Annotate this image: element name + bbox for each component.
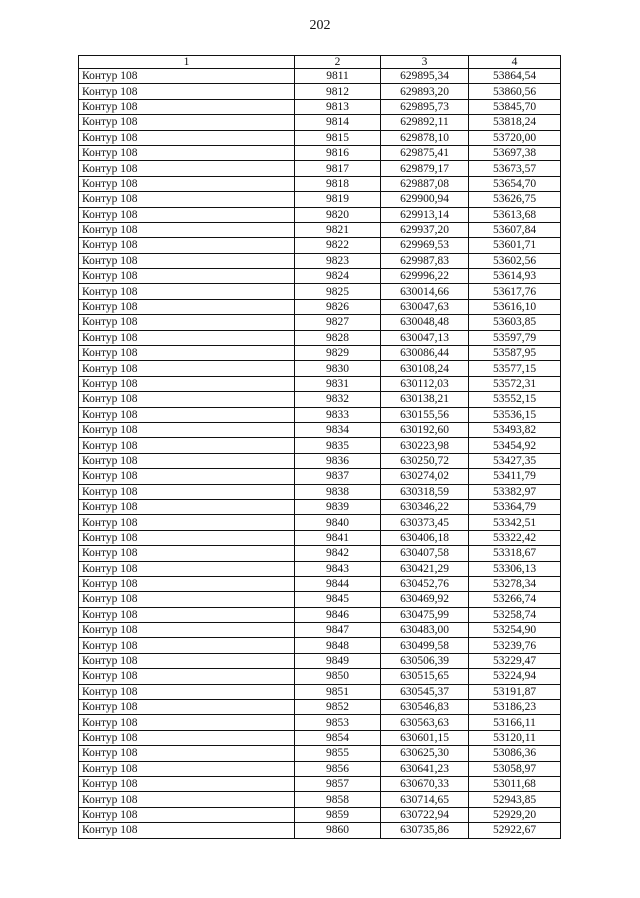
y-coordinate-cell: 53577,15 bbox=[469, 361, 561, 376]
table-row bbox=[79, 684, 561, 699]
x-coordinate-cell: 630112,03 bbox=[381, 376, 469, 391]
x-coordinate-cell: 630625,30 bbox=[381, 746, 469, 761]
table-row bbox=[79, 346, 561, 361]
contour-name-cell: Контур 108 bbox=[79, 576, 295, 591]
point-number-cell: 9844 bbox=[295, 576, 381, 591]
x-coordinate-cell: 629987,83 bbox=[381, 253, 469, 268]
y-coordinate-cell: 53572,31 bbox=[469, 376, 561, 391]
point-number-cell: 9837 bbox=[295, 469, 381, 484]
contour-name-cell: Контур 108 bbox=[79, 746, 295, 761]
table-row bbox=[79, 776, 561, 791]
x-coordinate-cell: 629996,22 bbox=[381, 269, 469, 284]
header-col-3: 3 bbox=[381, 56, 469, 69]
table-row bbox=[79, 653, 561, 668]
table-row bbox=[79, 515, 561, 530]
table-row bbox=[79, 453, 561, 468]
point-number-cell: 9836 bbox=[295, 453, 381, 468]
y-coordinate-cell: 53058,97 bbox=[469, 761, 561, 776]
contour-name-cell: Контур 108 bbox=[79, 638, 295, 653]
x-coordinate-cell: 629969,53 bbox=[381, 238, 469, 253]
table-row bbox=[79, 84, 561, 99]
x-coordinate-cell: 630483,00 bbox=[381, 623, 469, 638]
y-coordinate-cell: 53818,24 bbox=[469, 115, 561, 130]
y-coordinate-cell: 53536,15 bbox=[469, 407, 561, 422]
y-coordinate-cell: 53411,79 bbox=[469, 469, 561, 484]
table-row bbox=[79, 438, 561, 453]
table-row bbox=[79, 792, 561, 807]
x-coordinate-cell: 630346,22 bbox=[381, 499, 469, 514]
point-number-cell: 9845 bbox=[295, 592, 381, 607]
x-coordinate-cell: 629887,08 bbox=[381, 176, 469, 191]
point-number-cell: 9822 bbox=[295, 238, 381, 253]
x-coordinate-cell: 630714,65 bbox=[381, 792, 469, 807]
x-coordinate-cell: 630641,23 bbox=[381, 761, 469, 776]
contour-name-cell: Контур 108 bbox=[79, 700, 295, 715]
y-coordinate-cell: 53602,56 bbox=[469, 253, 561, 268]
point-number-cell: 9825 bbox=[295, 284, 381, 299]
point-number-cell: 9814 bbox=[295, 115, 381, 130]
point-number-cell: 9811 bbox=[295, 69, 381, 84]
contour-name-cell: Контур 108 bbox=[79, 715, 295, 730]
contour-name-cell: Контур 108 bbox=[79, 145, 295, 160]
y-coordinate-cell: 53720,00 bbox=[469, 130, 561, 145]
x-coordinate-cell: 630014,66 bbox=[381, 284, 469, 299]
table-row bbox=[79, 315, 561, 330]
y-coordinate-cell: 53587,95 bbox=[469, 346, 561, 361]
point-number-cell: 9859 bbox=[295, 807, 381, 822]
table-row bbox=[79, 592, 561, 607]
contour-name-cell: Контур 108 bbox=[79, 515, 295, 530]
point-number-cell: 9841 bbox=[295, 530, 381, 545]
x-coordinate-cell: 630048,48 bbox=[381, 315, 469, 330]
point-number-cell: 9839 bbox=[295, 499, 381, 514]
table-row bbox=[79, 269, 561, 284]
contour-name-cell: Контур 108 bbox=[79, 161, 295, 176]
contour-name-cell: Контур 108 bbox=[79, 207, 295, 222]
point-number-cell: 9828 bbox=[295, 330, 381, 345]
x-coordinate-cell: 630469,92 bbox=[381, 592, 469, 607]
table-row bbox=[79, 576, 561, 591]
point-number-cell: 9819 bbox=[295, 192, 381, 207]
y-coordinate-cell: 53382,97 bbox=[469, 484, 561, 499]
y-coordinate-cell: 53278,34 bbox=[469, 576, 561, 591]
x-coordinate-cell: 630515,65 bbox=[381, 669, 469, 684]
contour-name-cell: Контур 108 bbox=[79, 315, 295, 330]
header-col-4: 4 bbox=[469, 56, 561, 69]
contour-name-cell: Контур 108 bbox=[79, 130, 295, 145]
y-coordinate-cell: 53860,56 bbox=[469, 84, 561, 99]
header-col-2: 2 bbox=[295, 56, 381, 69]
point-number-cell: 9860 bbox=[295, 823, 381, 838]
y-coordinate-cell: 53614,93 bbox=[469, 269, 561, 284]
table-row bbox=[79, 130, 561, 145]
y-coordinate-cell: 53318,67 bbox=[469, 546, 561, 561]
table-row bbox=[79, 715, 561, 730]
table-row bbox=[79, 115, 561, 130]
point-number-cell: 9818 bbox=[295, 176, 381, 191]
point-number-cell: 9846 bbox=[295, 607, 381, 622]
x-coordinate-cell: 630407,58 bbox=[381, 546, 469, 561]
contour-name-cell: Контур 108 bbox=[79, 438, 295, 453]
y-coordinate-cell: 53011,68 bbox=[469, 776, 561, 791]
point-number-cell: 9820 bbox=[295, 207, 381, 222]
y-coordinate-cell: 53229,47 bbox=[469, 653, 561, 668]
y-coordinate-cell: 53191,87 bbox=[469, 684, 561, 699]
y-coordinate-cell: 53616,10 bbox=[469, 299, 561, 314]
x-coordinate-cell: 630155,56 bbox=[381, 407, 469, 422]
y-coordinate-cell: 52943,85 bbox=[469, 792, 561, 807]
header-col-1: 1 bbox=[79, 56, 295, 69]
table-row bbox=[79, 253, 561, 268]
table-row bbox=[79, 730, 561, 745]
x-coordinate-cell: 629875,41 bbox=[381, 145, 469, 160]
point-number-cell: 9857 bbox=[295, 776, 381, 791]
y-coordinate-cell: 53258,74 bbox=[469, 607, 561, 622]
y-coordinate-cell: 53597,79 bbox=[469, 330, 561, 345]
y-coordinate-cell: 53697,38 bbox=[469, 145, 561, 160]
point-number-cell: 9826 bbox=[295, 299, 381, 314]
x-coordinate-cell: 630670,33 bbox=[381, 776, 469, 791]
contour-name-cell: Контур 108 bbox=[79, 376, 295, 391]
point-number-cell: 9831 bbox=[295, 376, 381, 391]
contour-name-cell: Контур 108 bbox=[79, 607, 295, 622]
contour-name-cell: Контур 108 bbox=[79, 284, 295, 299]
table-row bbox=[79, 746, 561, 761]
table-row bbox=[79, 207, 561, 222]
contour-name-cell: Контур 108 bbox=[79, 469, 295, 484]
y-coordinate-cell: 53603,85 bbox=[469, 315, 561, 330]
contour-name-cell: Контур 108 bbox=[79, 499, 295, 514]
contour-name-cell: Контур 108 bbox=[79, 823, 295, 838]
contour-name-cell: Контур 108 bbox=[79, 238, 295, 253]
point-number-cell: 9816 bbox=[295, 145, 381, 160]
y-coordinate-cell: 53552,15 bbox=[469, 392, 561, 407]
y-coordinate-cell: 53613,68 bbox=[469, 207, 561, 222]
x-coordinate-cell: 630563,63 bbox=[381, 715, 469, 730]
point-number-cell: 9843 bbox=[295, 561, 381, 576]
contour-name-cell: Контур 108 bbox=[79, 761, 295, 776]
y-coordinate-cell: 53224,94 bbox=[469, 669, 561, 684]
point-number-cell: 9827 bbox=[295, 315, 381, 330]
table-row bbox=[79, 192, 561, 207]
point-number-cell: 9851 bbox=[295, 684, 381, 699]
x-coordinate-cell: 629895,73 bbox=[381, 99, 469, 114]
contour-name-cell: Контур 108 bbox=[79, 453, 295, 468]
table-row bbox=[79, 469, 561, 484]
contour-name-cell: Контур 108 bbox=[79, 99, 295, 114]
x-coordinate-cell: 630546,83 bbox=[381, 700, 469, 715]
contour-name-cell: Контур 108 bbox=[79, 269, 295, 284]
y-coordinate-cell: 53626,75 bbox=[469, 192, 561, 207]
contour-name-cell: Контур 108 bbox=[79, 222, 295, 237]
x-coordinate-cell: 630735,86 bbox=[381, 823, 469, 838]
table-row bbox=[79, 238, 561, 253]
table-row bbox=[79, 161, 561, 176]
table-row bbox=[79, 669, 561, 684]
contour-name-cell: Контур 108 bbox=[79, 176, 295, 191]
point-number-cell: 9835 bbox=[295, 438, 381, 453]
x-coordinate-cell: 630722,94 bbox=[381, 807, 469, 822]
point-number-cell: 9856 bbox=[295, 761, 381, 776]
contour-name-cell: Контур 108 bbox=[79, 392, 295, 407]
y-coordinate-cell: 53166,11 bbox=[469, 715, 561, 730]
y-coordinate-cell: 53186,23 bbox=[469, 700, 561, 715]
point-number-cell: 9854 bbox=[295, 730, 381, 745]
y-coordinate-cell: 53601,71 bbox=[469, 238, 561, 253]
table-body bbox=[79, 69, 561, 839]
table-row bbox=[79, 607, 561, 622]
x-coordinate-cell: 630452,76 bbox=[381, 576, 469, 591]
table-header bbox=[79, 56, 561, 69]
table-row bbox=[79, 422, 561, 437]
contour-name-cell: Контур 108 bbox=[79, 530, 295, 545]
y-coordinate-cell: 53322,42 bbox=[469, 530, 561, 545]
contour-name-cell: Контур 108 bbox=[79, 361, 295, 376]
x-coordinate-cell: 630047,13 bbox=[381, 330, 469, 345]
contour-name-cell: Контур 108 bbox=[79, 192, 295, 207]
table-row bbox=[79, 530, 561, 545]
y-coordinate-cell: 53364,79 bbox=[469, 499, 561, 514]
y-coordinate-cell: 53086,36 bbox=[469, 746, 561, 761]
x-coordinate-cell: 630373,45 bbox=[381, 515, 469, 530]
x-coordinate-cell: 630545,37 bbox=[381, 684, 469, 699]
x-coordinate-cell: 630274,02 bbox=[381, 469, 469, 484]
y-coordinate-cell: 53239,76 bbox=[469, 638, 561, 653]
x-coordinate-cell: 630318,59 bbox=[381, 484, 469, 499]
table-row bbox=[79, 623, 561, 638]
x-coordinate-cell: 630047,63 bbox=[381, 299, 469, 314]
table-row bbox=[79, 330, 561, 345]
x-coordinate-cell: 630475,99 bbox=[381, 607, 469, 622]
y-coordinate-cell: 52929,20 bbox=[469, 807, 561, 822]
x-coordinate-cell: 630506,39 bbox=[381, 653, 469, 668]
x-coordinate-cell: 630108,24 bbox=[381, 361, 469, 376]
table-row bbox=[79, 761, 561, 776]
page-number: 202 bbox=[309, 18, 331, 33]
x-coordinate-cell: 629937,20 bbox=[381, 222, 469, 237]
x-coordinate-cell: 629892,11 bbox=[381, 115, 469, 130]
table-row bbox=[79, 99, 561, 114]
x-coordinate-cell: 630601,15 bbox=[381, 730, 469, 745]
table-row bbox=[79, 561, 561, 576]
point-number-cell: 9840 bbox=[295, 515, 381, 530]
table-row bbox=[79, 69, 561, 84]
x-coordinate-cell: 630138,21 bbox=[381, 392, 469, 407]
coordinates-table bbox=[78, 55, 561, 839]
contour-name-cell: Контур 108 bbox=[79, 592, 295, 607]
y-coordinate-cell: 53673,57 bbox=[469, 161, 561, 176]
contour-name-cell: Контур 108 bbox=[79, 546, 295, 561]
table-row bbox=[79, 638, 561, 653]
table-row bbox=[79, 222, 561, 237]
contour-name-cell: Контур 108 bbox=[79, 84, 295, 99]
table-row bbox=[79, 361, 561, 376]
x-coordinate-cell: 630223,98 bbox=[381, 438, 469, 453]
point-number-cell: 9850 bbox=[295, 669, 381, 684]
point-number-cell: 9853 bbox=[295, 715, 381, 730]
point-number-cell: 9858 bbox=[295, 792, 381, 807]
table-row bbox=[79, 376, 561, 391]
point-number-cell: 9821 bbox=[295, 222, 381, 237]
contour-name-cell: Контур 108 bbox=[79, 561, 295, 576]
y-coordinate-cell: 53845,70 bbox=[469, 99, 561, 114]
point-number-cell: 9829 bbox=[295, 346, 381, 361]
contour-name-cell: Контур 108 bbox=[79, 776, 295, 791]
contour-name-cell: Контур 108 bbox=[79, 653, 295, 668]
point-number-cell: 9823 bbox=[295, 253, 381, 268]
y-coordinate-cell: 53120,11 bbox=[469, 730, 561, 745]
header-row bbox=[79, 56, 561, 69]
table-row bbox=[79, 807, 561, 822]
y-coordinate-cell: 53254,90 bbox=[469, 623, 561, 638]
y-coordinate-cell: 53427,35 bbox=[469, 453, 561, 468]
contour-name-cell: Контур 108 bbox=[79, 253, 295, 268]
contour-name-cell: Контур 108 bbox=[79, 115, 295, 130]
y-coordinate-cell: 53306,13 bbox=[469, 561, 561, 576]
y-coordinate-cell: 53607,84 bbox=[469, 222, 561, 237]
x-coordinate-cell: 630192,60 bbox=[381, 422, 469, 437]
table-row bbox=[79, 299, 561, 314]
y-coordinate-cell: 53654,70 bbox=[469, 176, 561, 191]
y-coordinate-cell: 53617,76 bbox=[469, 284, 561, 299]
contour-name-cell: Контур 108 bbox=[79, 807, 295, 822]
x-coordinate-cell: 629878,10 bbox=[381, 130, 469, 145]
x-coordinate-cell: 629893,20 bbox=[381, 84, 469, 99]
point-number-cell: 9832 bbox=[295, 392, 381, 407]
contour-name-cell: Контур 108 bbox=[79, 69, 295, 84]
table-row bbox=[79, 392, 561, 407]
table-row bbox=[79, 284, 561, 299]
point-number-cell: 9842 bbox=[295, 546, 381, 561]
point-number-cell: 9817 bbox=[295, 161, 381, 176]
contour-name-cell: Контур 108 bbox=[79, 730, 295, 745]
y-coordinate-cell: 53266,74 bbox=[469, 592, 561, 607]
x-coordinate-cell: 629879,17 bbox=[381, 161, 469, 176]
contour-name-cell: Контур 108 bbox=[79, 684, 295, 699]
point-number-cell: 9848 bbox=[295, 638, 381, 653]
table-row bbox=[79, 407, 561, 422]
point-number-cell: 9852 bbox=[295, 700, 381, 715]
point-number-cell: 9838 bbox=[295, 484, 381, 499]
y-coordinate-cell: 52922,67 bbox=[469, 823, 561, 838]
x-coordinate-cell: 630499,58 bbox=[381, 638, 469, 653]
x-coordinate-cell: 629895,34 bbox=[381, 69, 469, 84]
contour-name-cell: Контур 108 bbox=[79, 792, 295, 807]
contour-name-cell: Контур 108 bbox=[79, 422, 295, 437]
point-number-cell: 9847 bbox=[295, 623, 381, 638]
contour-name-cell: Контур 108 bbox=[79, 346, 295, 361]
table-row bbox=[79, 176, 561, 191]
point-number-cell: 9855 bbox=[295, 746, 381, 761]
table-row bbox=[79, 546, 561, 561]
y-coordinate-cell: 53493,82 bbox=[469, 422, 561, 437]
point-number-cell: 9824 bbox=[295, 269, 381, 284]
point-number-cell: 9849 bbox=[295, 653, 381, 668]
point-number-cell: 9813 bbox=[295, 99, 381, 114]
table-row bbox=[79, 700, 561, 715]
x-coordinate-cell: 630406,18 bbox=[381, 530, 469, 545]
x-coordinate-cell: 630250,72 bbox=[381, 453, 469, 468]
y-coordinate-cell: 53454,92 bbox=[469, 438, 561, 453]
point-number-cell: 9812 bbox=[295, 84, 381, 99]
x-coordinate-cell: 629900,94 bbox=[381, 192, 469, 207]
x-coordinate-cell: 630421,29 bbox=[381, 561, 469, 576]
point-number-cell: 9815 bbox=[295, 130, 381, 145]
x-coordinate-cell: 629913,14 bbox=[381, 207, 469, 222]
table-row bbox=[79, 823, 561, 838]
y-coordinate-cell: 53342,51 bbox=[469, 515, 561, 530]
contour-name-cell: Контур 108 bbox=[79, 330, 295, 345]
table-row bbox=[79, 145, 561, 160]
contour-name-cell: Контур 108 bbox=[79, 484, 295, 499]
table-row bbox=[79, 484, 561, 499]
contour-name-cell: Контур 108 bbox=[79, 407, 295, 422]
point-number-cell: 9834 bbox=[295, 422, 381, 437]
y-coordinate-cell: 53864,54 bbox=[469, 69, 561, 84]
contour-name-cell: Контур 108 bbox=[79, 669, 295, 684]
point-number-cell: 9833 bbox=[295, 407, 381, 422]
contour-name-cell: Контур 108 bbox=[79, 623, 295, 638]
point-number-cell: 9830 bbox=[295, 361, 381, 376]
x-coordinate-cell: 630086,44 bbox=[381, 346, 469, 361]
table-row bbox=[79, 499, 561, 514]
contour-name-cell: Контур 108 bbox=[79, 299, 295, 314]
